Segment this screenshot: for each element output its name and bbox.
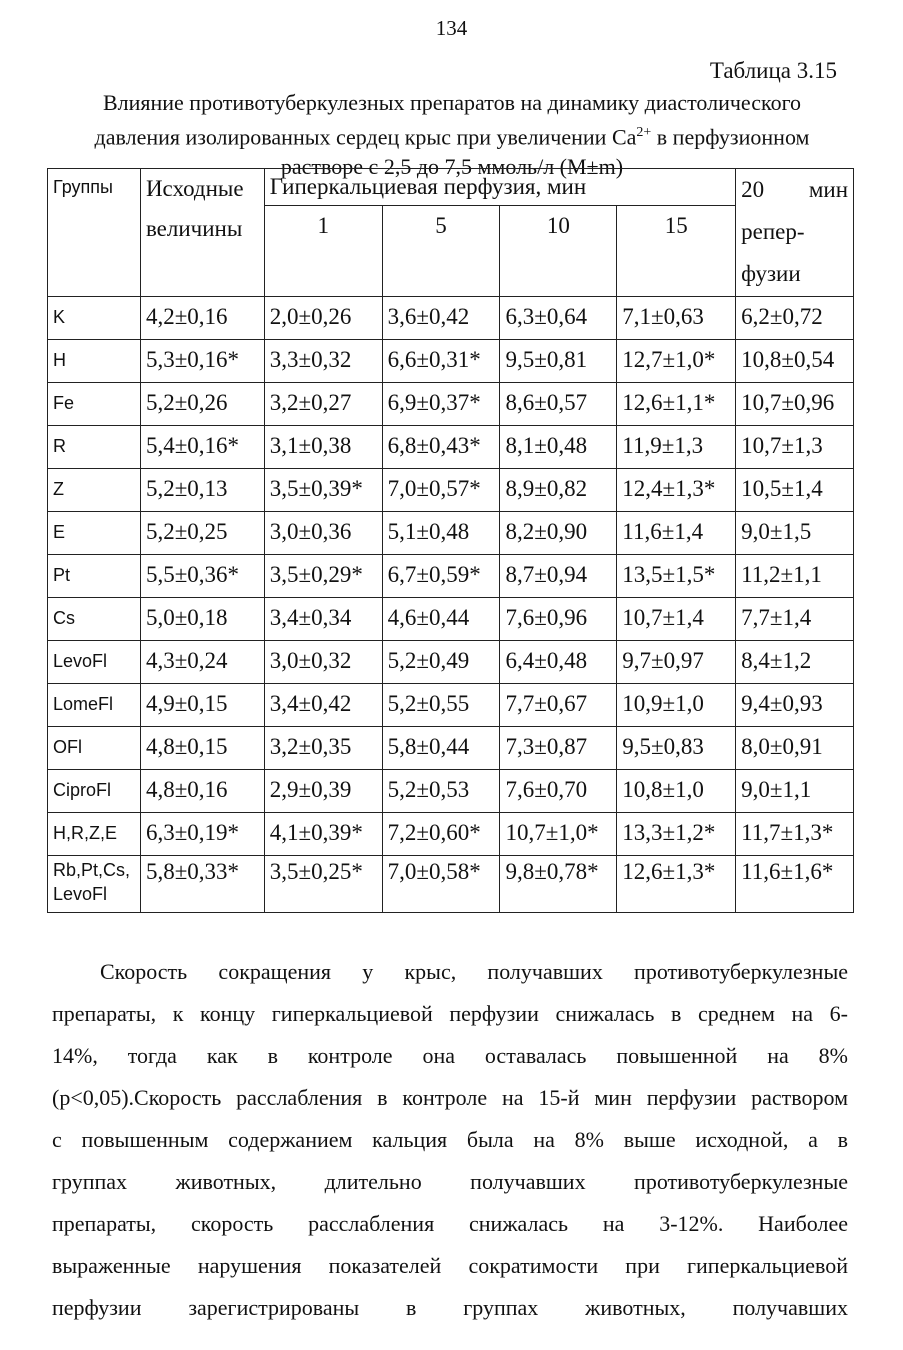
table-cell: 5,0±0,18 (140, 598, 264, 641)
table-row (48, 727, 854, 770)
table-body (48, 297, 854, 856)
row-group: Z (48, 469, 141, 512)
table-cell: 6,2±0,72 (736, 297, 854, 340)
table-cell: 5,1±0,48 (382, 512, 500, 555)
table-row (48, 770, 854, 813)
table-cell: 3,2±0,27 (264, 383, 382, 426)
table-cell: 13,5±1,5* (617, 555, 736, 598)
table-row (48, 813, 854, 856)
header-groups: Группы (48, 169, 141, 297)
table-cell: 8,6±0,57 (500, 383, 617, 426)
header-initial-line1: Исходные (145, 176, 244, 201)
table-cell: 9,7±0,97 (617, 641, 736, 684)
header-initial-line2: величины (145, 216, 243, 241)
table-label: Таблица 3.15 (709, 58, 837, 83)
table-cell: 6,8±0,43* (382, 426, 500, 469)
caption-line-1: Влияние противотуберкулезных препаратов на динамику диастолического (102, 90, 802, 115)
table-cell: 10,8±1,0 (617, 770, 736, 813)
caption-line-2-text: давления изолированных сердец крыс при увеличении Ca (94, 124, 637, 150)
header-reperfusion (736, 169, 854, 297)
table-row (48, 555, 854, 598)
table-cell: 4,1±0,39* (264, 813, 382, 856)
table-cell: 8,7±0,94 (500, 555, 617, 598)
body-paragraph (52, 954, 848, 1332)
header-minute: 10 (500, 206, 617, 297)
table-cell: 6,9±0,37* (382, 383, 500, 426)
table-cell: 13,3±1,2* (617, 813, 736, 856)
header-reperfusion-line2: репер- (741, 219, 805, 244)
table-cell: 7,0±0,57* (382, 469, 500, 512)
table-cell: 8,9±0,82 (500, 469, 617, 512)
table-cell: 8,0±0,91 (736, 727, 854, 770)
table-cell: 3,4±0,42 (264, 684, 382, 727)
table-cell: 3,0±0,36 (264, 512, 382, 555)
row-group: K (48, 297, 141, 340)
header-reperfusion-min: мин (808, 177, 848, 202)
table-cell: 3,5±0,25* (264, 856, 382, 913)
table-cell: 7,6±0,70 (500, 770, 617, 813)
header-reperfusion-line1 (741, 169, 848, 211)
table-cell: 7,6±0,96 (500, 598, 617, 641)
header-hyper: Гиперкальциевая перфузия, мин (264, 169, 735, 206)
table-cell: 9,0±1,1 (736, 770, 854, 813)
table-cell: 11,6±1,6* (736, 856, 854, 913)
table-cell: 4,8±0,16 (140, 770, 264, 813)
body-line: препараты, к концу гиперкальциевой перфузии снижалась в среднем на 6- (52, 1001, 848, 1026)
row-group: H,R,Z,E (48, 813, 141, 856)
table-cell: 2,9±0,39 (264, 770, 382, 813)
table-row (48, 297, 854, 340)
table-cell: 5,2±0,49 (382, 641, 500, 684)
page-number: 134 (435, 16, 468, 40)
table-cell: 10,8±0,54 (736, 340, 854, 383)
table-cell: 11,7±1,3* (736, 813, 854, 856)
table-row (48, 426, 854, 469)
table-cell: 6,6±0,31* (382, 340, 500, 383)
table-cell: 6,7±0,59* (382, 555, 500, 598)
table-cell: 7,2±0,60* (382, 813, 500, 856)
table-cell: 9,5±0,83 (617, 727, 736, 770)
table-cell: 12,4±1,3* (617, 469, 736, 512)
row-group (48, 856, 141, 913)
table-cell: 9,4±0,93 (736, 684, 854, 727)
table-cell: 7,7±1,4 (736, 598, 854, 641)
table-cell: 11,9±1,3 (617, 426, 736, 469)
table-cell: 12,6±1,1* (617, 383, 736, 426)
body-line: группах животных, длительно получавших противотуберкулезные (52, 1169, 848, 1194)
table-cell: 5,2±0,53 (382, 770, 500, 813)
table-cell: 10,9±1,0 (617, 684, 736, 727)
table-cell: 3,4±0,34 (264, 598, 382, 641)
table-cell: 9,8±0,78* (500, 856, 617, 913)
table-row (48, 512, 854, 555)
row-group: Pt (48, 555, 141, 598)
header-reperfusion-line3: фузии (741, 261, 801, 286)
header-row-top (48, 169, 854, 206)
table-cell: 6,4±0,48 (500, 641, 617, 684)
table-cell: 7,3±0,87 (500, 727, 617, 770)
table-cell: 3,5±0,39* (264, 469, 382, 512)
table-cell: 3,3±0,32 (264, 340, 382, 383)
table-cell: 11,6±1,4 (617, 512, 736, 555)
header-reperfusion-20: 20 (741, 177, 765, 202)
table-row (48, 469, 854, 512)
header-minute: 15 (617, 206, 736, 297)
table-cell: 6,3±0,19* (140, 813, 264, 856)
table-cell: 7,1±0,63 (617, 297, 736, 340)
table-cell: 5,4±0,16* (140, 426, 264, 469)
table-cell: 8,4±1,2 (736, 641, 854, 684)
table-cell: 12,7±1,0* (617, 340, 736, 383)
table-cell: 7,0±0,58* (382, 856, 500, 913)
table-cell: 11,2±1,1 (736, 555, 854, 598)
table-cell: 8,1±0,48 (500, 426, 617, 469)
table-cell: 5,2±0,13 (140, 469, 264, 512)
caption-line-2 (52, 118, 852, 152)
body-line: выраженные нарушения показателей сократимости при гиперкальциевой (52, 1253, 848, 1278)
body-line: 14%, тогда как в контроле она оставалась повышенной на 8% (52, 1043, 848, 1068)
row-group: Cs (48, 598, 141, 641)
row-group: OFl (48, 727, 141, 770)
row-group: LevoFl (48, 641, 141, 684)
body-line: с повышенным содержанием кальция была на 8% выше исходной, а в (52, 1127, 848, 1152)
table-cell: 10,7±1,4 (617, 598, 736, 641)
table-row (48, 340, 854, 383)
table-cell: 5,8±0,44 (382, 727, 500, 770)
table-cell: 3,1±0,38 (264, 426, 382, 469)
table-cell: 9,5±0,81 (500, 340, 617, 383)
header-minute: 5 (382, 206, 500, 297)
table-row (48, 598, 854, 641)
table-cell: 4,8±0,15 (140, 727, 264, 770)
table-row (48, 856, 854, 913)
table-cell: 4,3±0,24 (140, 641, 264, 684)
row-group: E (48, 512, 141, 555)
table-cell: 3,5±0,29* (264, 555, 382, 598)
row-group-line1: Rb,Pt,Cs, (53, 860, 131, 880)
table-row (48, 641, 854, 684)
table-cell: 12,6±1,3* (617, 856, 736, 913)
table-cell: 10,7±1,3 (736, 426, 854, 469)
row-group: Fe (48, 383, 141, 426)
body-line: (p<0,05).Скорость расслабления в контроле на 15-й мин перфузии раствором (52, 1085, 848, 1110)
table-cell: 5,2±0,55 (382, 684, 500, 727)
table-cell: 10,7±1,0* (500, 813, 617, 856)
table-cell: 5,5±0,36* (140, 555, 264, 598)
header-initial (140, 169, 264, 297)
table-cell: 2,0±0,26 (264, 297, 382, 340)
table-cell: 5,3±0,16* (140, 340, 264, 383)
body-line: препараты, скорость расслабления снижалась на 3-12%. Наиболее (52, 1211, 848, 1236)
data-table (47, 168, 854, 913)
row-group: R (48, 426, 141, 469)
row-group: H (48, 340, 141, 383)
table-cell: 7,7±0,67 (500, 684, 617, 727)
header-minute: 1 (264, 206, 382, 297)
table-cell: 6,3±0,64 (500, 297, 617, 340)
table-cell: 3,6±0,42 (382, 297, 500, 340)
table-cell: 4,9±0,15 (140, 684, 264, 727)
table-cell: 3,2±0,35 (264, 727, 382, 770)
body-line: перфузии зарегистрированы в группах животных, получавших (52, 1295, 848, 1320)
table-cell: 5,2±0,25 (140, 512, 264, 555)
table-cell: 10,5±1,4 (736, 469, 854, 512)
row-group: CiproFl (48, 770, 141, 813)
row-group-line2: LevoFl (53, 884, 108, 904)
caption-line-2-end: в перфузионном (651, 124, 810, 150)
table-cell: 4,6±0,44 (382, 598, 500, 641)
table-cell: 5,2±0,26 (140, 383, 264, 426)
table-cell: 3,0±0,32 (264, 641, 382, 684)
caption-line-3: растворе с 2,5 до 7,5 ммоль/л (M±m) (280, 154, 624, 180)
table-row (48, 684, 854, 727)
table-cell: 5,8±0,33* (140, 856, 264, 913)
table-cell: 8,2±0,90 (500, 512, 617, 555)
table-cell: 4,2±0,16 (140, 297, 264, 340)
body-line: Скорость сокращения у крыс, получавших противотуберкулезные (100, 959, 848, 984)
row-group: LomeFl (48, 684, 141, 727)
table-cell: 10,7±0,96 (736, 383, 854, 426)
table-row (48, 383, 854, 426)
table-cell: 9,0±1,5 (736, 512, 854, 555)
caption-superscript: 2+ (636, 125, 652, 140)
